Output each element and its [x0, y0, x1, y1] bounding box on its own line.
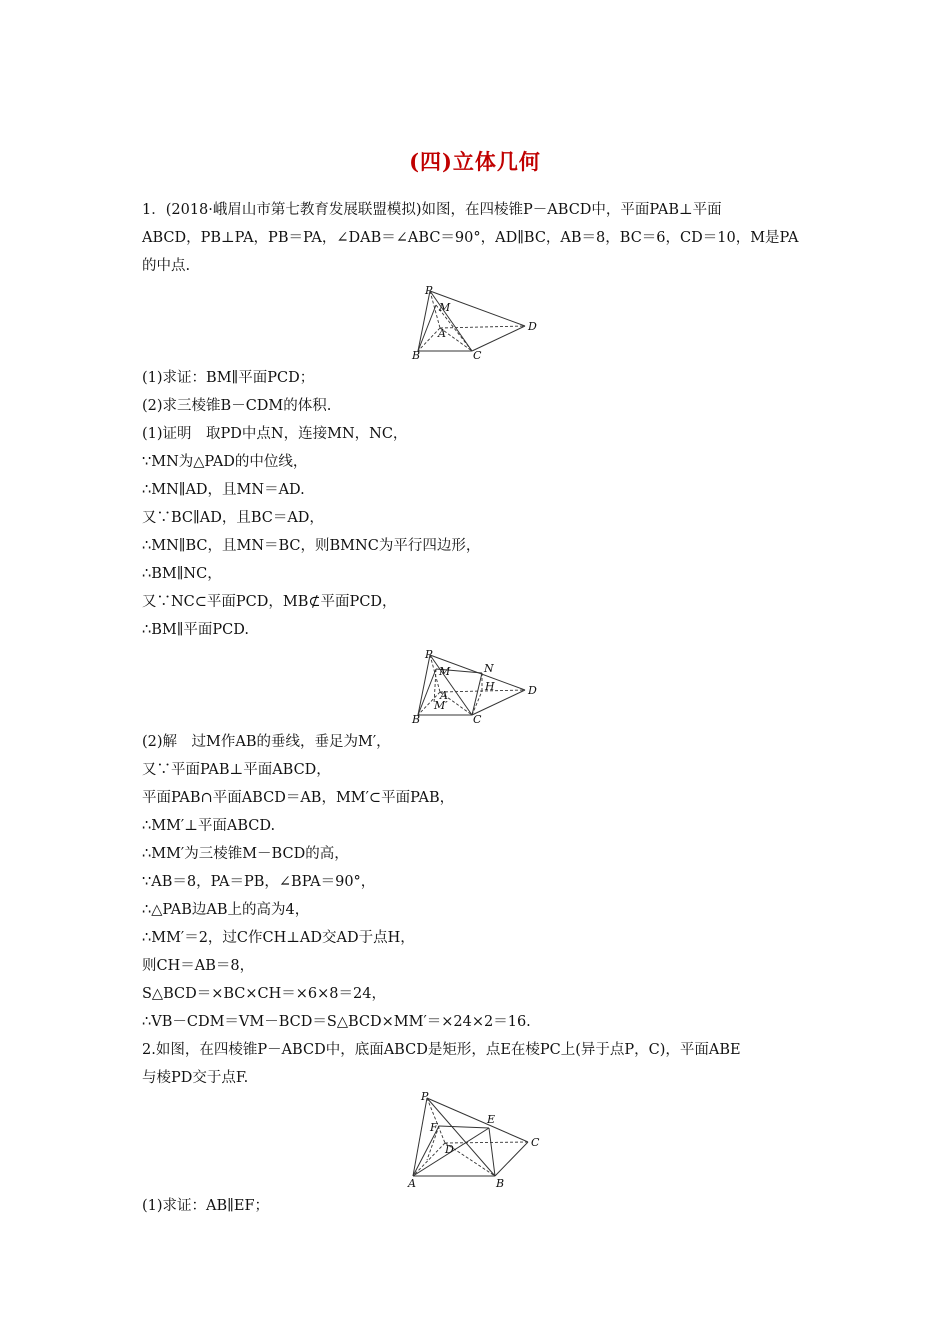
solution-line-3: 平面PAB∩平面ABCD＝AB，MM′⊂平面PAB，	[142, 790, 455, 806]
label-D: D	[528, 684, 537, 697]
proof-line-2: ∵MN为△PAD的中位线，	[142, 454, 308, 470]
label-B: B	[412, 713, 421, 726]
label-C: C	[473, 349, 482, 362]
label-N: N	[484, 662, 494, 675]
solution-line-2: 又∵平面PAB⊥平面ABCD，	[142, 762, 331, 778]
label-C: C	[531, 1136, 540, 1149]
figure-pyramid-2	[410, 648, 550, 728]
label-A: A	[438, 327, 446, 340]
question-2-1: (1)求证：AB∥EF；	[142, 1198, 270, 1214]
solution-line-11: ∴VB－CDM＝VM－BCD＝S△BCD×MM′＝×24×2＝16.	[142, 1014, 531, 1030]
solution-line-10: S△BCD＝×BC×CH＝×6×8＝24，	[142, 986, 386, 1002]
label-A: A	[408, 1177, 416, 1190]
solution-line-5: ∴MM′为三棱锥M－BCD的高，	[142, 846, 349, 862]
proof-line-6: ∴BM∥NC，	[142, 566, 222, 582]
label-D: D	[528, 320, 537, 333]
problem-1-line-3: 的中点.	[142, 258, 191, 274]
proof-line-5: ∴MN∥BC，且MN＝BC，则BMNC为平行四边形，	[142, 538, 481, 554]
figure-pyramid-1	[410, 284, 550, 364]
label-M-prime: M′	[434, 699, 448, 712]
label-B: B	[496, 1177, 505, 1190]
solution-line-6: ∵AB＝8，PA＝PB，∠BPA＝90°，	[142, 874, 376, 890]
proof-line-8: ∴BM∥平面PCD.	[142, 622, 249, 638]
page-title: (四)立体几何	[409, 149, 541, 174]
solution-line-1: (2)解 过M作AB的垂线，垂足为M′，	[142, 734, 391, 750]
problem-2-line-2: 与棱PD交于点F.	[142, 1070, 249, 1086]
label-M: M	[439, 301, 451, 314]
proof-line-1: (1)证明 取PD中点N，连接MN，NC，	[142, 426, 408, 442]
solution-line-4: ∴MM′⊥平面ABCD.	[142, 818, 276, 834]
label-D: D	[445, 1143, 454, 1156]
label-H: H	[485, 680, 495, 693]
proof-line-3: ∴MN∥AD，且MN＝AD.	[142, 482, 305, 498]
question-1-1: (1)求证：BM∥平面PCD；	[142, 370, 315, 386]
figure-pyramid-3	[405, 1090, 555, 1190]
proof-line-4: 又∵BC∥AD，且BC＝AD，	[142, 510, 324, 526]
label-P: P	[425, 648, 433, 661]
label-M: M	[439, 665, 451, 678]
label-B: B	[412, 349, 421, 362]
question-1-2: (2)求三棱锥B－CDM的体积.	[142, 398, 332, 414]
problem-1-line-1: 1．(2018·峨眉山市第七教育发展联盟模拟)如图，在四棱锥P－ABCD中，平面PAB⊥平面	[142, 202, 722, 218]
problem-1-line-2: ABCD，PB⊥PA，PB＝PA，∠DAB＝∠ABC＝90°，AD∥BC，AB＝8，BC＝6，CD＝10，M是PA	[142, 230, 799, 246]
label-E: E	[487, 1113, 496, 1126]
proof-line-7: 又∵NC⊂平面PCD，MB⊄平面PCD，	[142, 594, 397, 610]
solution-line-7: ∴△PAB边AB上的高为4，	[142, 902, 310, 918]
label-C: C	[473, 713, 482, 726]
label-P: P	[425, 284, 433, 297]
solution-line-8: ∴MM′＝2，过C作CH⊥AD交AD于点H，	[142, 930, 415, 946]
label-A: A	[440, 689, 448, 702]
solution-line-9: 则CH＝AB＝8，	[142, 958, 255, 974]
problem-2-line-1: 2.如图，在四棱锥P－ABCD中，底面ABCD是矩形，点E在棱PC上(异于点P，C)，平面ABE	[142, 1042, 741, 1058]
label-F: F	[430, 1121, 438, 1134]
label-P: P	[421, 1090, 429, 1103]
